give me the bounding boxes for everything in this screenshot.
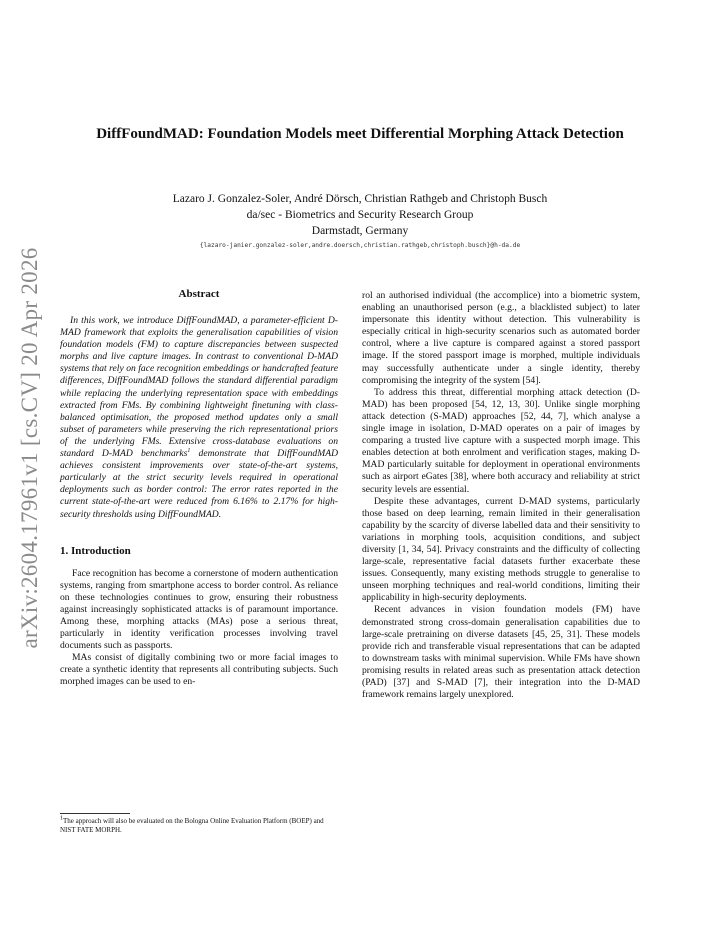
author-location: Darmstadt, Germany [311, 225, 409, 237]
right-column [362, 290, 640, 701]
left-column [60, 288, 338, 689]
arxiv-identifier: arXiv:2604.17961v1 [cs.CV] 20 Apr 2026 [17, 247, 42, 649]
arxiv-sidebar [14, 247, 46, 649]
right-paragraph-dmad: To address this threat, differential morphing attack detection (D-MAD) has been proposed [54, 12, 13, 30]. Unlike single morphing attack detection (S-MAD) approaches [52, 44, 7], which analyse a single image in isolation, D-MAD operates on a pair of images by comparing a trusted live capture with a suspected morph image. This enables detection at both enrolment and verification stages, making D-MAD particularly suitable for deployment in operational environments such as airport eGates [38], where both accuracy and reliability at strict security levels are essential. [362, 386, 640, 495]
author-block [80, 191, 640, 239]
footnote-text: The approach will also be evaluated on the Bologna Online Evaluation Platform (BOEP) and NIST FATE MORPH. [60, 817, 324, 834]
right-paragraph-foundation-models: Recent advances in vision foundation models (FM) have demonstrated strong cross-domain generalisation capabilities due to large-scale pretraining on diverse datasets [45, 25, 31]. These models provide rich and transferable visual representations that can be adapted to downstream tasks with minimal supervision. While FMs have shown promising results in related areas such as presentation attack detection (PAD) [37] and S-MAD [7], their integration into the D-MAD framework remains largely unexplored. [362, 604, 640, 701]
intro-paragraph-2: MAs consist of digitally combining two or more facial images to create a synthetic identity that represents all contributing subjects. Such morphed images can be used to en- [60, 652, 338, 688]
footnote [60, 817, 340, 834]
abstract-heading: Abstract [178, 288, 220, 300]
abstract-text-part-1: In this work, we introduce DiffFoundMAD, a parameter-efficient D-MAD framework that exploits the generalisation capabilities of vision foundation models (FM) to capture discrepancies between suspected morphs and live capture images. In contrast to conventional D-MAD systems that rely on face recognition embeddings or handcrafted feature differences, DiffFoundMAD follows the standard differential paradigm while replacing the underlying representation space with embeddings extracted from FMs. By combining lightweight finetuning with class-balanced optimisation, the proposed method updates only a small subset of parameters while preserving the rich representational priors of the underlying FMs. Extensive cross-database evaluations on standard D-MAD benchmarks [60, 315, 338, 460]
footnote-number: 1 [60, 815, 63, 822]
intro-paragraph-1: Face recognition has become a cornerstone of modern authentication systems, ranging from smartphone access to border control. As reliance on these technologies continues to grow, ensuring their robustness against increasingly sophisticated attacks is of paramount importance. Among these, morphing attacks (MAs) pose a serious threat, particularly in identity verification processes involving travel documents such as passports. [60, 567, 338, 652]
author-names: Lazaro J. Gonzalez-Soler, André Dörsch, Christian Rathgeb and Christoph Busch [172, 193, 548, 205]
footnote-marker[interactable]: 1 [187, 447, 191, 454]
author-emails[interactable]: {lazaro-janier.gonzalez-soler,andre.doersch,christian.rathgeb,christoph.busch}@h-da.de [199, 242, 521, 249]
section-heading-introduction: 1. Introduction [60, 544, 131, 557]
abstract-text [60, 315, 338, 521]
footnote-rule [60, 813, 130, 814]
abstract-text-part-2: demonstrate that DiffFoundMAD achieves consistent improvements over state-of-the-art systems, particularly at the strict security levels required in operational deployments such as border control: The error rates reported in the current state-of-the-art were reduced from 6.16% to 2.17% for high-security thresholds using DiffFoundMAD. [60, 448, 338, 520]
author-affiliation: da/sec - Biometrics and Security Research Group [246, 209, 474, 221]
right-paragraph-continued: rol an authorised individual (the accomplice) into a biometric system, enabling an unauthorised person (e.g., a blacklisted subject) to later impersonate this identity without detection. This vulnerability is especially critical in high-security scenarios such as automated border control, where a live capture is compared against a stored passport image. If the stored passport image is morphed, multiple individuals may successfully authenticate under a single identity, thereby compromising the integrity of the system [54]. [362, 290, 640, 386]
paper-title: DiffFoundMAD: Foundation Models meet Differential Morphing Attack Detection [96, 126, 624, 142]
right-paragraph-limitations: Despite these advantages, current D-MAD systems, particularly those based on deep learning, remain limited in their generalisation capability by the scarcity of diverse labelled data and their sensitivity to variations in morphing tools, acquisition conditions, and subject diversity [1, 34, 54]. Privacy constraints and the difficulty of collecting large-scale, representative facial datasets further exacerbate these issues. Consequently, many existing methods struggle to generalise to unseen morphing techniques and real-world conditions, limiting their applicability in high-security deployments. [362, 495, 640, 604]
